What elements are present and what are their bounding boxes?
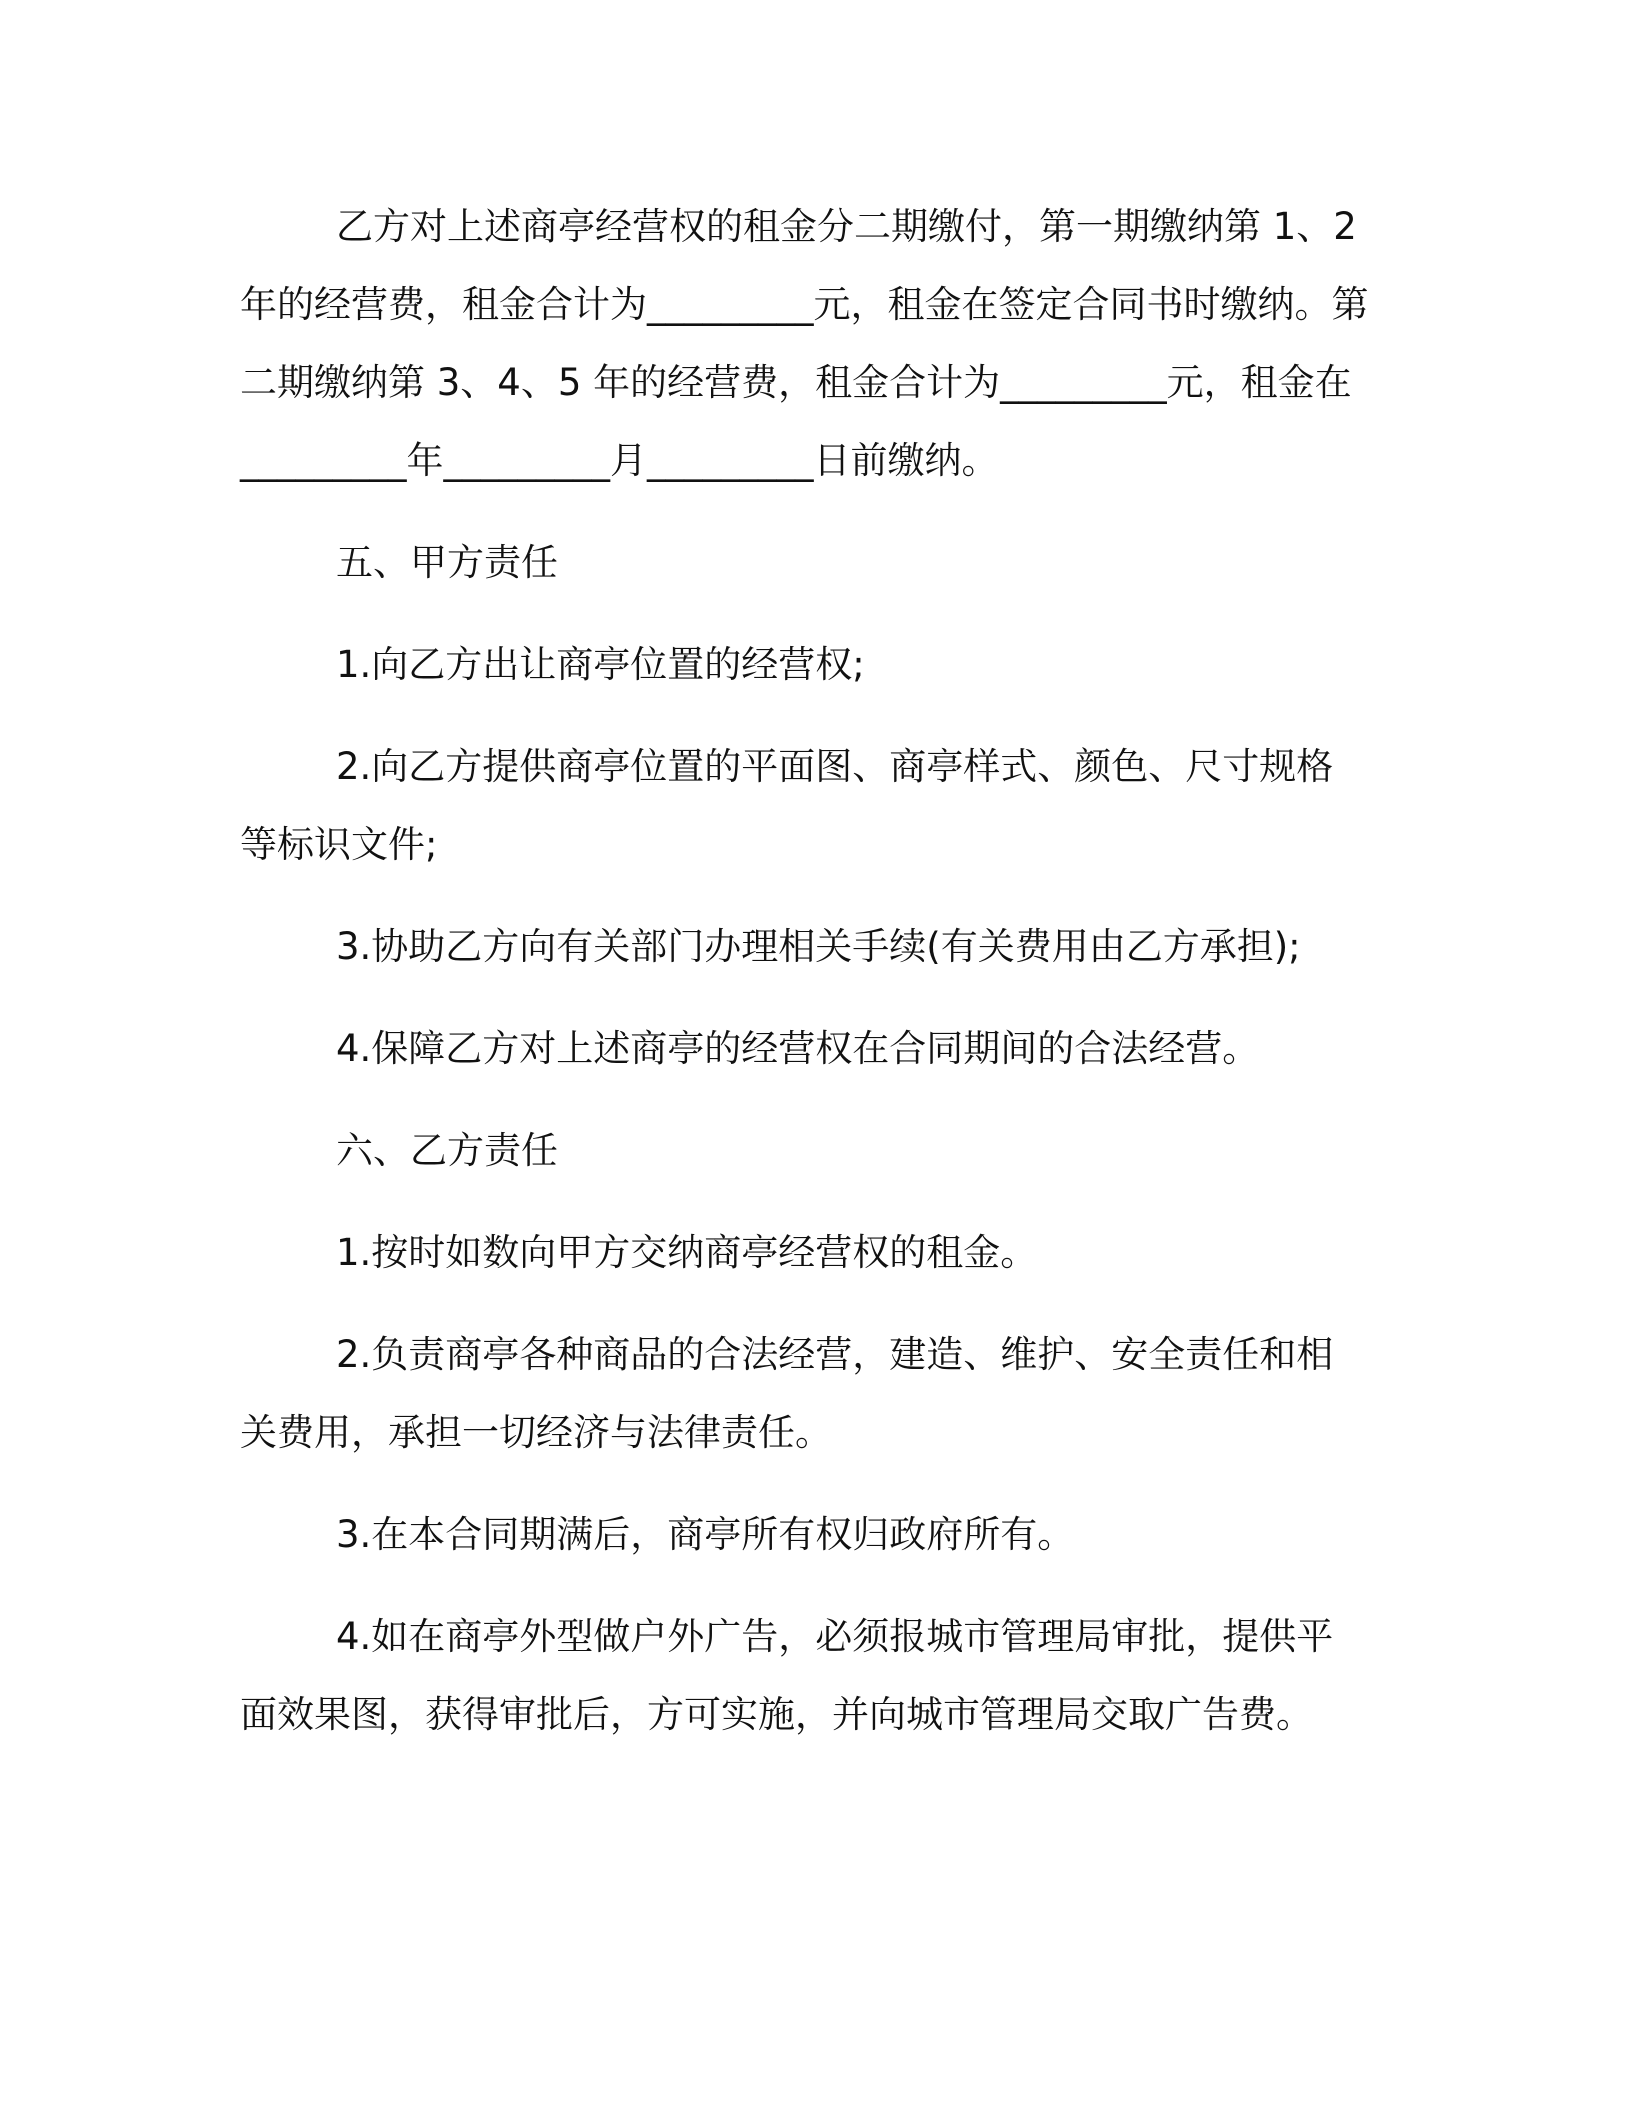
party-b-duty-1: 1.按时如数向甲方交纳商亭经营权的租金。 <box>336 1231 1038 1274</box>
party-a-duty-3: 3.协助乙方向有关部门办理相关手续(有关费用由乙方承担); <box>336 925 1301 968</box>
party-b-duty-2: 2.负责商亭各种商品的合法经营，建造、维护、安全责任和相关费用，承担一切经济与法律责任。 <box>240 1333 1334 1454</box>
party-b-duty-4: 4.如在商亭外型做户外广告，必须报城市管理局审批，提供平面效果图，获得审批后，方可实施，并向城市管理局交取广告费。 <box>240 1615 1334 1736</box>
section-six-heading: 六、乙方责任 <box>336 1129 558 1172</box>
party-a-duty-4: 4.保障乙方对上述商亭的经营权在合同期间的合法经营。 <box>336 1027 1260 1070</box>
party-a-duty-1: 1.向乙方出让商亭位置的经营权; <box>336 643 865 686</box>
document-body <box>240 188 1370 1778</box>
section-five-heading: 五、甲方责任 <box>336 541 558 584</box>
party-b-duty-3: 3.在本合同期满后，商亭所有权归政府所有。 <box>336 1513 1075 1556</box>
rent-payment-paragraph: 乙方对上述商亭经营权的租金分二期缴付，第一期缴纳第 1、2 年的经营费，租金合计为_________元，租金在签定合同书时缴纳。第二期缴纳第 3、4、5 年的经营费，租金合计为_________元，租金在_________年_________月_________日前缴纳。 <box>240 205 1369 482</box>
party-a-duty-2: 2.向乙方提供商亭位置的平面图、商亭样式、颜色、尺寸规格等标识文件; <box>240 745 1334 866</box>
